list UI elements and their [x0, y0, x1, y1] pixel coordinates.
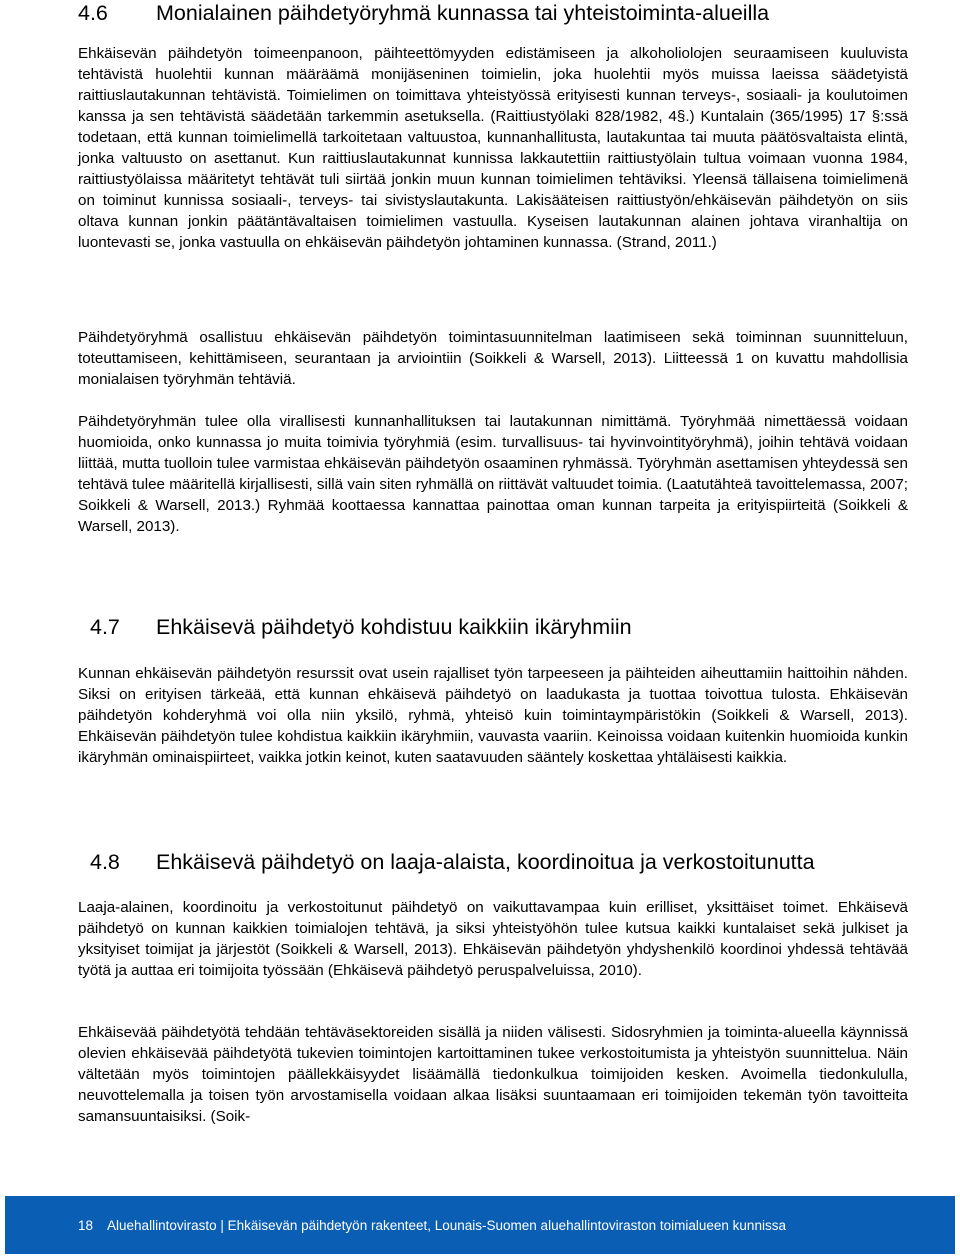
section-title: Ehkäisevä päihdetyö on laaja-alaista, koordinoitua ja verkostoitunutta [156, 850, 815, 874]
section-number: 4.8 [90, 850, 120, 874]
section-number: 4.7 [90, 615, 120, 639]
paragraph: Ehkäisevää päihdetyötä tehdään tehtäväsektoreiden sisällä ja niiden välisesti. Sidosryhmien ja toiminta-alueella käynnissä olevien ehkäisevää päihdetyötä tukevien toimintojen kartoittaminen tukee verkostoitumista ja yhteistyön suunnittelua. Näin vältetään myös toimintojen päällekkäisyydet lisäämällä tiedonkulkua toimijoiden kesken. Avoimella tiedonkululla, neuvottelemalla ja toisen työn arvostamisella voidaan alkaa lisäksi suuntaamaan eri toimijoiden tekemän työn tavoitteita samansuuntaisiksi. (Soik- [78, 1024, 908, 1125]
paragraph: Päihdetyöryhmä osallistuu ehkäisevän päihdetyön toimintasuunnitelman laatimiseen sekä toiminnan suunnitteluun, toteuttamiseen, kehittämiseen, seurantaan ja arviointiin (Soikkeli & Warsell, 2013). Liitteessä 1 on kuvattu mahdollisia monialaisen työryhmän tehtäviä. [78, 329, 908, 388]
section-number: 4.6 [78, 1, 108, 25]
paragraph: Päihdetyöryhmän tulee olla virallisesti kunnanhallituksen tai lautakunnan nimittämä. Työryhmää nimettäessä voidaan huomioida, onko kunnassa jo muita toimivia työryhmiä (esim. turvallisuus- tai hyvinvointityöryhmä), joihin tehtävä voidaan liittää, mutta tuolloin tulee varmistaa ehkäisevän päihdetyön osaaminen ryhmässä. Työryhmän asettamisen yhteydessä sen tehtävä tulee määritellä kirjallisesti, sillä vain siten ryhmällä on riittävät valtuudet toimia. (Laatutähteä tavoittelemassa, 2007; Soikkeli & Warsell, 2013.) Ryhmää koottaessa kannattaa painottaa oman kunnan tarpeita ja erityispiirteitä (Soikkeli & Warsell, 2013). [78, 413, 908, 535]
section-title: Monialainen päihdetyöryhmä kunnassa tai yhteistoiminta-alueilla [156, 1, 770, 25]
paragraph: Ehkäisevän päihdetyön toimeenpanoon, päihteettömyyden edistämiseen ja alkoholiolojen seuraamiseen kuuluvista tehtävistä huolehtii kunnan määräämä monijäseninen toimielin, joka huolehtii myös muissa laeissa säädetyistä raittiuslautakunnan tehtävistä. Toimielimen on toimittava yhteistyössä erityisesti kunnan terveys-, sosiaali- ja koulutoimen kanssa ja sen tehtävistä säädetään tarkemmin asetuksella. (Raittiustyölaki 828/1982, 4§.) Kuntalain (365/1995) 17 §:ssä todetaan, että kunnan toimielimellä tarkoitetaan valtuustoa, kunnanhallitusta, lautakuntaa tai muuta päätösvaltaista elintä, jonka valtuusto on asettanut. Kun raittiuslautakunnat kunnissa lakkautettiin raittiustyölain tultua voimaan vuonna 1984, raittiustyölaissa määritetyt tehtävät tuli siirtää jonkin muun kunnan toimielimen tehtäviksi. Yleensä tällaisena toimielimenä on toiminut kunnissa sosiaali-, terveys- tai sivistyslautakunta. Lakisääteisen raittiustyön/ehkäisevän päihdetyön on siis oltava kunnan jonkin päätäntävaltaisen toimielimen vastuulla. Kyseisen lautakunnan alainen johtava viranhaltija on luontevasti se, jonka vastuulla on ehkäisevän päihdetyön johtaminen kunnassa. (Strand, 2011.) [78, 45, 908, 251]
section-title: Ehkäisevä päihdetyö kohdistuu kaikkiin ikäryhmiin [156, 615, 632, 639]
footer [78, 1218, 786, 1234]
section-heading-4-7 [90, 614, 950, 640]
section-heading-4-6 [78, 0, 938, 26]
section-heading-4-8 [90, 849, 950, 875]
page-number: 18 [78, 1218, 94, 1233]
paragraph: Laaja-alainen, koordinoitu ja verkostoitunut päihdetyö on vaikuttavampaa kuin erilliset, yksittäiset toimet. Ehkäisevä päihdetyö on kunnan kaikkien toimialojen tehtävä, ja siksi yhteistyöhön tulee kutsua kaikki kuntalaiset sekä julkiset ja yksityiset toimijat ja järjestöt (Soikkeli & Warsell, 2013). Ehkäisevän päihdetyön yhdyshenkilö koordinoi yhdessä tehtävää työtä ja auttaa eri toimijoita työssään (Ehkäisevä päihdetyö peruspalveluissa, 2010). [78, 899, 908, 979]
paragraph: Kunnan ehkäisevän päihdetyön resurssit ovat usein rajalliset työn tarpeeseen ja päihteiden aiheuttamiin haittoihin nähden. Siksi on erityisen tärkeää, että kunnan ehkäisevä päihdetyö on laadukasta ja tuottaa toivottua tulosta. Ehkäisevän päihdetyön kohderyhmä voi olla niin yksilö, ryhmä, yhteisö kuin toimintaympäristökin (Soikkeli & Warsell, 2013). Ehkäisevän päihdetyön tulee kohdistua kaikkiin ikäryhmiin, vauvasta vaariin. Keinoissa voidaan kuitenkin huomioida kunkin ikäryhmän ominaispiirteet, vaikka jotkin keinot, kuten saatavuuden sääntely koskettaa yhtäläisesti kaikkia. [78, 665, 908, 766]
footer-title: Aluehallintovirasto | Ehkäisevän päihdetyön rakenteet, Lounais-Suomen aluehallintoviraston toimialueen kunnissa [107, 1218, 786, 1233]
